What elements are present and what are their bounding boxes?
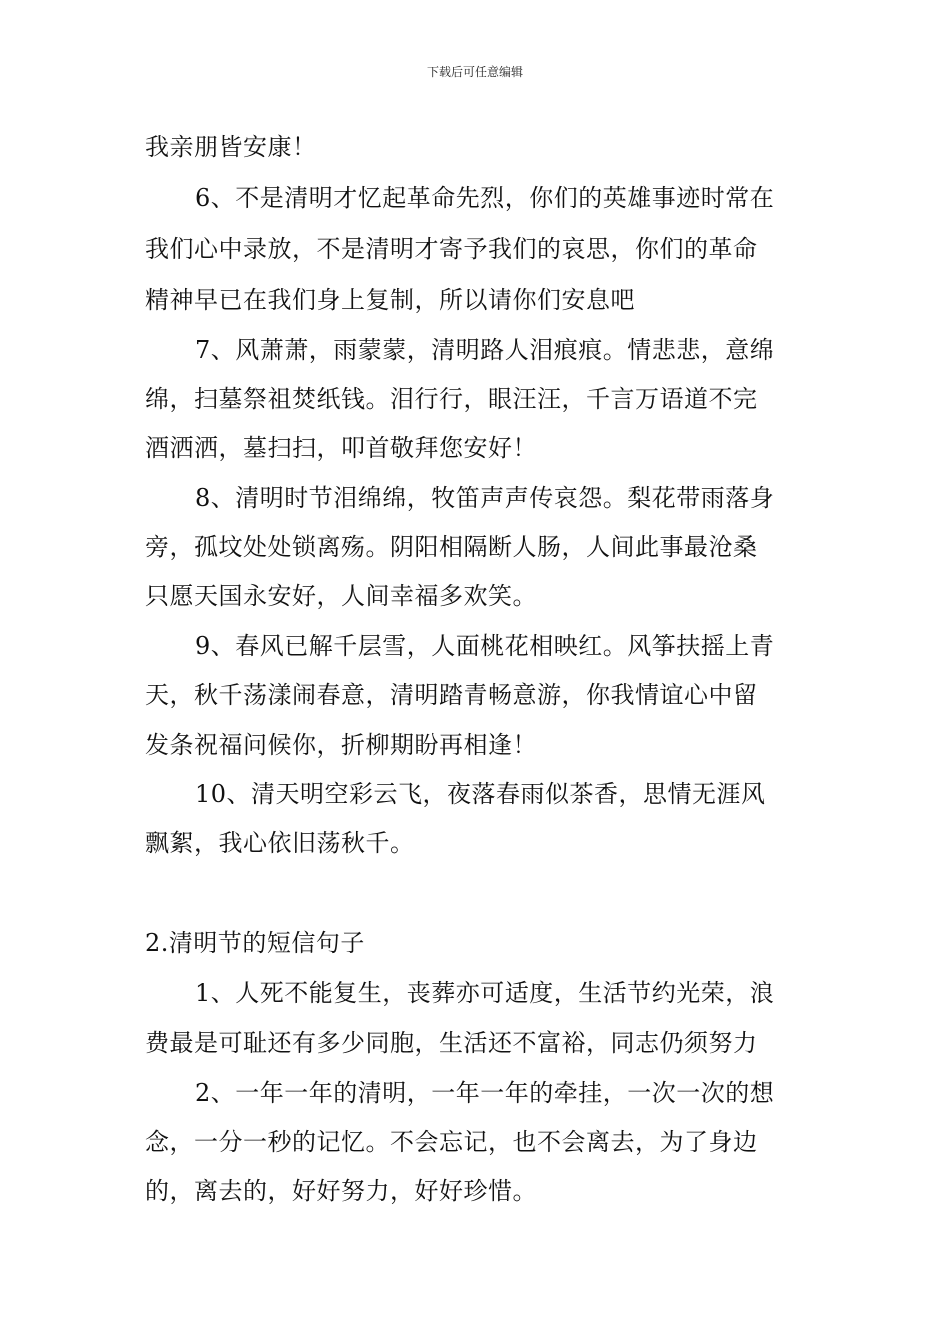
text-line: 绵，扫墓祭祖焚纸钱。泪行行，眼汪汪，千言万语道不完: [145, 385, 758, 413]
text-line: 费最是可耻还有多少同胞，生活还不富裕，同志仍须努力: [145, 1029, 758, 1057]
text-line: 我们心中录放，不是清明才寄予我们的哀思，你们的革命: [145, 235, 758, 263]
text-line: 酒洒洒，墓扫扫，叩首敬拜您安好！: [145, 434, 537, 462]
section-heading: 2.清明节的短信句子: [145, 929, 365, 957]
text-line: 8、清明时节泪绵绵，牧笛声声传哀怨。梨花带雨落身: [195, 484, 775, 512]
text-line: 精神早已在我们身上复制，所以请你们安息吧: [145, 286, 635, 314]
text-line: 只愿天国永安好，人间幸福多欢笑。: [145, 582, 537, 610]
text-line: 7、风萧萧，雨蒙蒙，清明路人泪痕痕。情悲悲，意绵: [195, 336, 775, 364]
text-line: 的，离去的，好好努力，好好珍惜。: [145, 1177, 537, 1205]
text-line: 2、一年一年的清明，一年一年的牵挂，一次一次的想: [195, 1079, 775, 1107]
text-line: 我亲朋皆安康！: [145, 133, 317, 161]
text-line: 9、春风已解千层雪，人面桃花相映红。风筝扶摇上青: [195, 632, 775, 660]
text-line: 飘絮，我心依旧荡秋千。: [145, 829, 415, 857]
text-line: 发条祝福问候你，折柳期盼再相逢！: [145, 731, 537, 759]
text-line: 10、清天明空彩云飞，夜落春雨似茶香，思情无涯风: [195, 780, 766, 808]
page-header: 下载后可任意编辑: [426, 65, 523, 79]
text-line: 旁，孤坟处处锁离殇。阴阳相隔断人肠，人间此事最沧桑: [145, 533, 758, 561]
text-line: 天，秋千荡漾闹春意，清明踏青畅意游，你我情谊心中留: [145, 681, 758, 709]
text-line: 念，一分一秒的记忆。不会忘记，也不会离去，为了身边: [145, 1128, 758, 1156]
text-line: 6、不是清明才忆起革命先烈，你们的英雄事迹时常在: [195, 184, 775, 212]
text-line: 1、人死不能复生，丧葬亦可适度，生活节约光荣，浪: [195, 979, 775, 1007]
